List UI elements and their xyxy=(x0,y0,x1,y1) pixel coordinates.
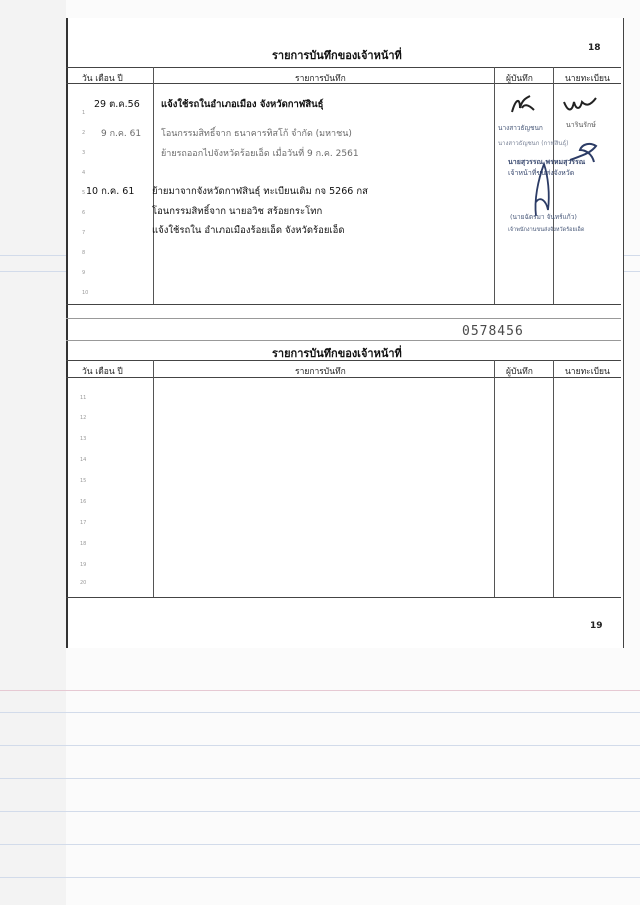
row-number: 18 xyxy=(80,541,87,547)
row-number: 16 xyxy=(80,499,87,505)
entry-date: 10 ก.ค. 61 xyxy=(86,186,135,197)
entry-text: โอนกรรมสิทธิ์จาก นายอวิช สร้อยกระโทก xyxy=(152,206,323,217)
entry-text: แจ้งใช้รถในอำเภอเมือง จังหวัดกาฬสินธุ์ xyxy=(161,99,324,110)
registrar-name: นารินรักษ์ xyxy=(566,121,596,129)
row-number: 2 xyxy=(82,130,86,136)
row-number: 13 xyxy=(80,436,87,442)
entry-text: ย้ายมาจากจังหวัดกาฬสินธุ์ ทะเบียนเดิม กจ 5266 กส xyxy=(152,186,368,197)
entry-date: 9 ก.ค. 61 xyxy=(101,129,142,139)
row-number: 9 xyxy=(82,270,86,276)
top-table-title: รายการบันทึกของเจ้าหน้าที่ xyxy=(272,49,402,62)
signature-icon xyxy=(530,160,556,220)
page-margin xyxy=(0,0,66,905)
row-number: 1 xyxy=(82,110,86,116)
row-number: 6 xyxy=(82,210,86,216)
header-registrar: นายทะเบียน xyxy=(565,367,610,377)
bottom-table-title: รายการบันทึกของเจ้าหน้าที่ xyxy=(272,347,402,360)
recorder-stamp: (นายฉัตรมา จันทร์แก้ว) xyxy=(510,213,577,221)
recorder-stamp: นายสุวรรณ พรหมสุวรรณ xyxy=(508,158,586,166)
header-recorder: ผู้บันทึก xyxy=(506,367,533,377)
entry-text: แจ้งใช้รถใน อำเภอเมืองร้อยเอ็ด จังหวัดร้อยเอ็ด xyxy=(152,225,345,236)
entry-text: โอนกรรมสิทธิ์จาก ธนาคารทิสโก้ จำกัด (มหาชน) xyxy=(161,129,352,139)
header-entry: รายการบันทึก xyxy=(295,367,346,377)
record-frame xyxy=(66,18,624,648)
recorder-stamp: เจ้าพนักงานขนส่งจังหวัดร้อยเอ็ด xyxy=(508,227,585,233)
header-entry: รายการบันทึก xyxy=(295,74,346,84)
row-number: 14 xyxy=(80,457,87,463)
entry-date: 29 ต.ค.56 xyxy=(94,99,140,110)
recorder-stamp: เจ้าหน้าที่ขนส่งจังหวัด xyxy=(508,169,575,177)
signature-icon xyxy=(562,92,598,114)
row-number: 4 xyxy=(82,170,86,176)
signature-icon xyxy=(508,94,538,116)
row-number: 15 xyxy=(80,478,87,484)
bottom-page-number: 19 xyxy=(590,621,603,631)
row-number: 3 xyxy=(82,150,86,156)
row-number: 10 xyxy=(82,290,89,296)
row-number: 5 xyxy=(82,190,86,196)
header-date: วัน เดือน ปี xyxy=(82,74,123,84)
recorder-stamp: นางสาวธัญชนก (กาฬสินธุ์) xyxy=(498,140,569,147)
row-number: 12 xyxy=(80,415,87,421)
header-recorder: ผู้บันทึก xyxy=(506,74,533,84)
top-page-number: 18 xyxy=(588,43,601,53)
row-number: 8 xyxy=(82,250,86,256)
row-number: 7 xyxy=(82,230,86,236)
row-number: 20 xyxy=(80,580,87,586)
row-number: 11 xyxy=(80,395,87,401)
row-number: 17 xyxy=(80,520,87,526)
recorder-stamp: นางสาวธัญชนก xyxy=(498,124,543,132)
header-date: วัน เดือน ปี xyxy=(82,367,123,377)
header-registrar: นายทะเบียน xyxy=(565,74,610,84)
serial-number: 0578456 xyxy=(462,324,524,339)
row-number: 19 xyxy=(80,562,87,568)
signature-icon xyxy=(560,138,602,168)
entry-text: ย้ายรถออกไปจังหวัดร้อยเอ็ด เมื่อวันที่ 9 ก.ค. 2561 xyxy=(161,149,359,159)
